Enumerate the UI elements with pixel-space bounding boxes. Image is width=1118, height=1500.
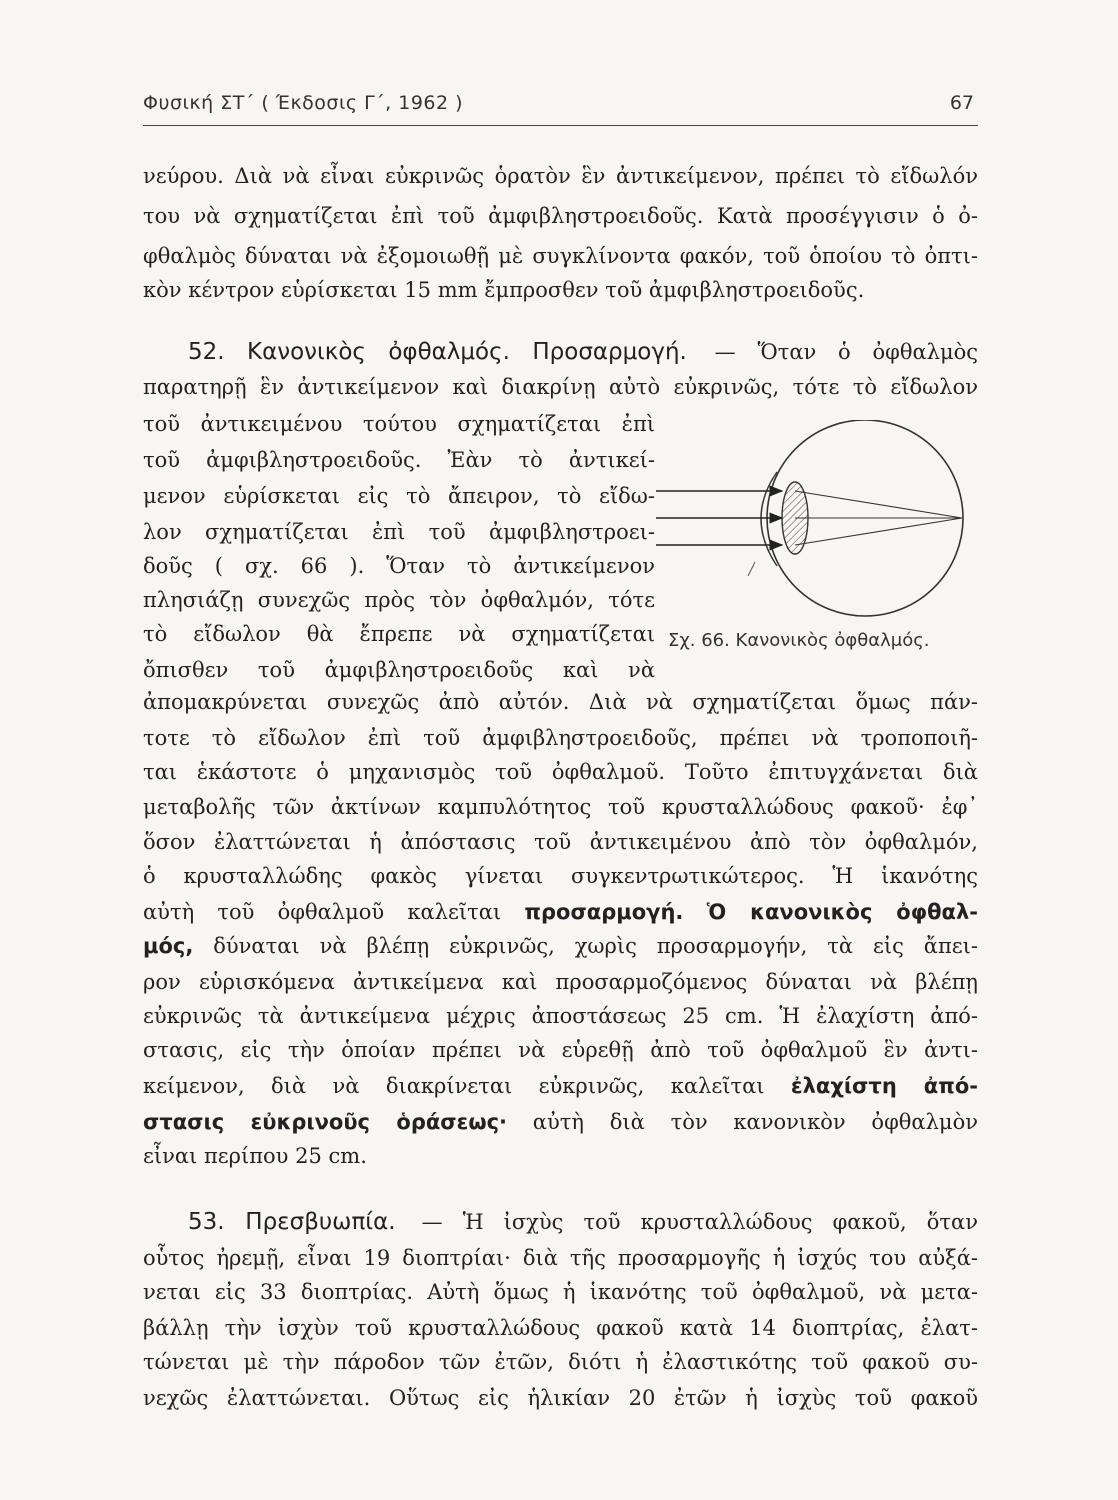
text-line: ὁ κρυσταλλώδης φακὸς γίνεται συγκεντρωτικώτερος. Ἡ ἱκανότης [143, 864, 978, 888]
text-line: φθαλμὸς δύναται νὰ ἐξομοιωθῇ μὲ συγκλίνοντα φακόν, τοῦ ὁποίου τὸ ὀπτι- [143, 244, 978, 268]
term-accommodation: προσαρμογή. [524, 900, 684, 924]
text-line: τοῦ ἀμφιβληστροειδοῦς. Ἐὰν τὸ ἀντικεί- [143, 448, 655, 472]
text-line: ἀπομακρύνεται συνεχῶς ἀπὸ αὐτόν. Διὰ νὰ σχηματίζεται ὅμως πάν- [143, 690, 978, 714]
pointer-mark [748, 562, 755, 576]
header-rule [143, 125, 978, 126]
text-fragment: δύναται νὰ βλέπῃ εὐκρινῶς, χωρὶς προσαρμογήν, τὰ εἰς ἄπει- [213, 934, 978, 958]
section-53-heading: 53. Πρεσβυωπία. [188, 1209, 396, 1235]
text-line: τώνεται μὲ τὴν πάροδον τῶν ἐτῶν, διότι ἡ ἐλαστικότης τοῦ φακοῦ συ- [143, 1350, 978, 1374]
text-line: ρον εὑρισκόμενα ἀντικείμενα καὶ προσαρμοζόμενος δύναται νὰ βλέπῃ [143, 970, 978, 994]
text-line: ται ἑκάστοτε ὁ μηχανισμὸς τοῦ ὀφθαλμοῦ. Τοῦτο ἐπιτυγχάνεται διὰ [143, 760, 978, 784]
text-line: στασις, εἰς τὴν ὁποίαν πρέπει νὰ εὑρεθῇ ἀπὸ τοῦ ὀφθαλμοῦ ἓν ἀντι- [143, 1038, 978, 1062]
page-number: 67 [949, 92, 974, 114]
figure-caption: Σχ. 66. Κανονικὸς ὀφθαλμός. [668, 630, 930, 651]
section-52-first-line-text: — Ὅταν ὁ ὀφθαλμὸς [714, 340, 978, 364]
text-line: εὐκρινῶς τὰ ἀντικείμενα μέχρις ἀποστάσεως 25 cm. Ἡ ἐλαχίστη ἀπό- [143, 1004, 978, 1028]
text-line: κὸν κέντρον εὑρίσκεται 15 mm ἔμπροσθεν τοῦ ἀμφιβληστροειδοῦς. [143, 278, 865, 302]
text-fragment: κείμενον, διὰ νὰ διακρίνεται εὐκρινῶς, καλεῖται [143, 1074, 765, 1098]
text-line: νεται εἰς 33 διοπτρίας. Αὐτὴ ὅμως ἡ ἱκανότης τοῦ ὀφθαλμοῦ, νὰ μετα- [143, 1280, 978, 1304]
running-title: Φυσική ΣΤ΄ ( Έκδοσις Γ΄, 1962 ) [143, 92, 464, 114]
text-line: βάλλῃ τὴν ἰσχὺν τοῦ κρυσταλλώδους φακοῦ κατὰ 14 διοπτρίας, ἐλατ- [143, 1316, 978, 1340]
text-line: μεταβολῆς τῶν ἀκτίνων καμπυλότητος τοῦ κρυσταλλώδους φακοῦ· ἐφ᾽ [143, 795, 978, 819]
text-line: παρατηρῇ ἓν ἀντικείμενον καὶ διακρίνῃ αὐτὸ εὐκρινῶς, τότε τὸ εἴδωλον [143, 375, 978, 399]
cornea-outline [761, 472, 777, 566]
text-line: εἶναι περίπου 25 cm. [143, 1144, 367, 1168]
text-line: δοῦς ( σχ. 66 ). Ὅταν τὸ ἀντικείμενον [143, 554, 655, 578]
text-line: λον σχηματίζεται ἐπὶ τοῦ ἀμφιβληστροει- [143, 520, 655, 544]
text-line: ὅσον ἐλαττώνεται ἡ ἀπόστασις τοῦ ἀντικειμένου ἀπὸ τὸν ὀφθαλμόν, [143, 830, 978, 854]
text-line: του νὰ σχηματίζεται ἐπὶ τοῦ ἀμφιβληστροειδοῦς. Κατὰ προσέγγισιν ὁ ὀ- [143, 204, 978, 228]
text-fragment: αὐτὴ τοῦ ὀφθαλμοῦ καλεῖται [143, 900, 502, 924]
text-line: τὸ εἴδωλον θὰ ἔπρεπε νὰ σχηματίζεται [143, 622, 655, 646]
text-line: νεύρου. Διὰ νὰ εἶναι εὐκρινῶς ὁρατὸν ἓν ἀντικείμενον, πρέπει τὸ εἴδωλόν [143, 164, 978, 188]
text-line-normal-eye [143, 926, 978, 966]
eye-diagram [640, 420, 970, 635]
text-line: οὗτος ἠρεμῇ, εἶναι 19 διοπτρίαι· διὰ τῆς προσαρμογῆς ἡ ἰσχύς του αὐξά- [143, 1246, 978, 1270]
refracted-ray [795, 518, 962, 545]
page-header [143, 88, 978, 122]
section-53-first-line [188, 1202, 978, 1242]
text-line-least-distance [143, 1066, 978, 1106]
text-line: τοῦ ἀντικειμένου τούτου σχηματίζεται ἐπὶ [143, 412, 655, 436]
text-line: νεχῶς ἐλαττώνεται. Οὕτως εἰς ἡλικίαν 20 ἐτῶν ἡ ἰσχὺς τοῦ φακοῦ [143, 1386, 978, 1410]
text-line: πλησιάζῃ συνεχῶς πρὸς τὸν ὀφθαλμόν, τότε [143, 588, 655, 612]
term-normal-eye-end: μός, [143, 934, 194, 958]
text-fragment: αὐτὴ διὰ τὸν κανονικὸν ὀφθαλμὸν [532, 1110, 978, 1134]
text-line: ὄπισθεν τοῦ ἀμφιβληστροειδοῦς καὶ νὰ [143, 658, 655, 682]
section-52-first-line [188, 332, 978, 372]
term-least-distance: ἐλαχίστη ἀπό- [790, 1074, 978, 1098]
text-line: μενον εὑρίσκεται εἰς τὸ ἄπειρον, τὸ εἴδω- [143, 484, 655, 508]
refracted-ray [795, 491, 962, 518]
section-53-first-line-text: — Ἡ ἰσχὺς τοῦ κρυσταλλώδους φακοῦ, ὅταν [421, 1210, 978, 1234]
term-normal-eye: Ὁ κανονικὸς ὀφθαλ- [706, 900, 978, 924]
section-52-heading: 52. Κανονικὸς ὀφθαλμός. Προσαρμογή. [188, 339, 687, 365]
text-line: τοτε τὸ εἴδωλον ἐπὶ τοῦ ἀμφιβληστροειδοῦς, πρέπει νὰ τροποποιῆ- [143, 726, 978, 750]
term-least-distance-end: στασις εὐκρινοῦς ὁράσεως· [143, 1110, 507, 1134]
